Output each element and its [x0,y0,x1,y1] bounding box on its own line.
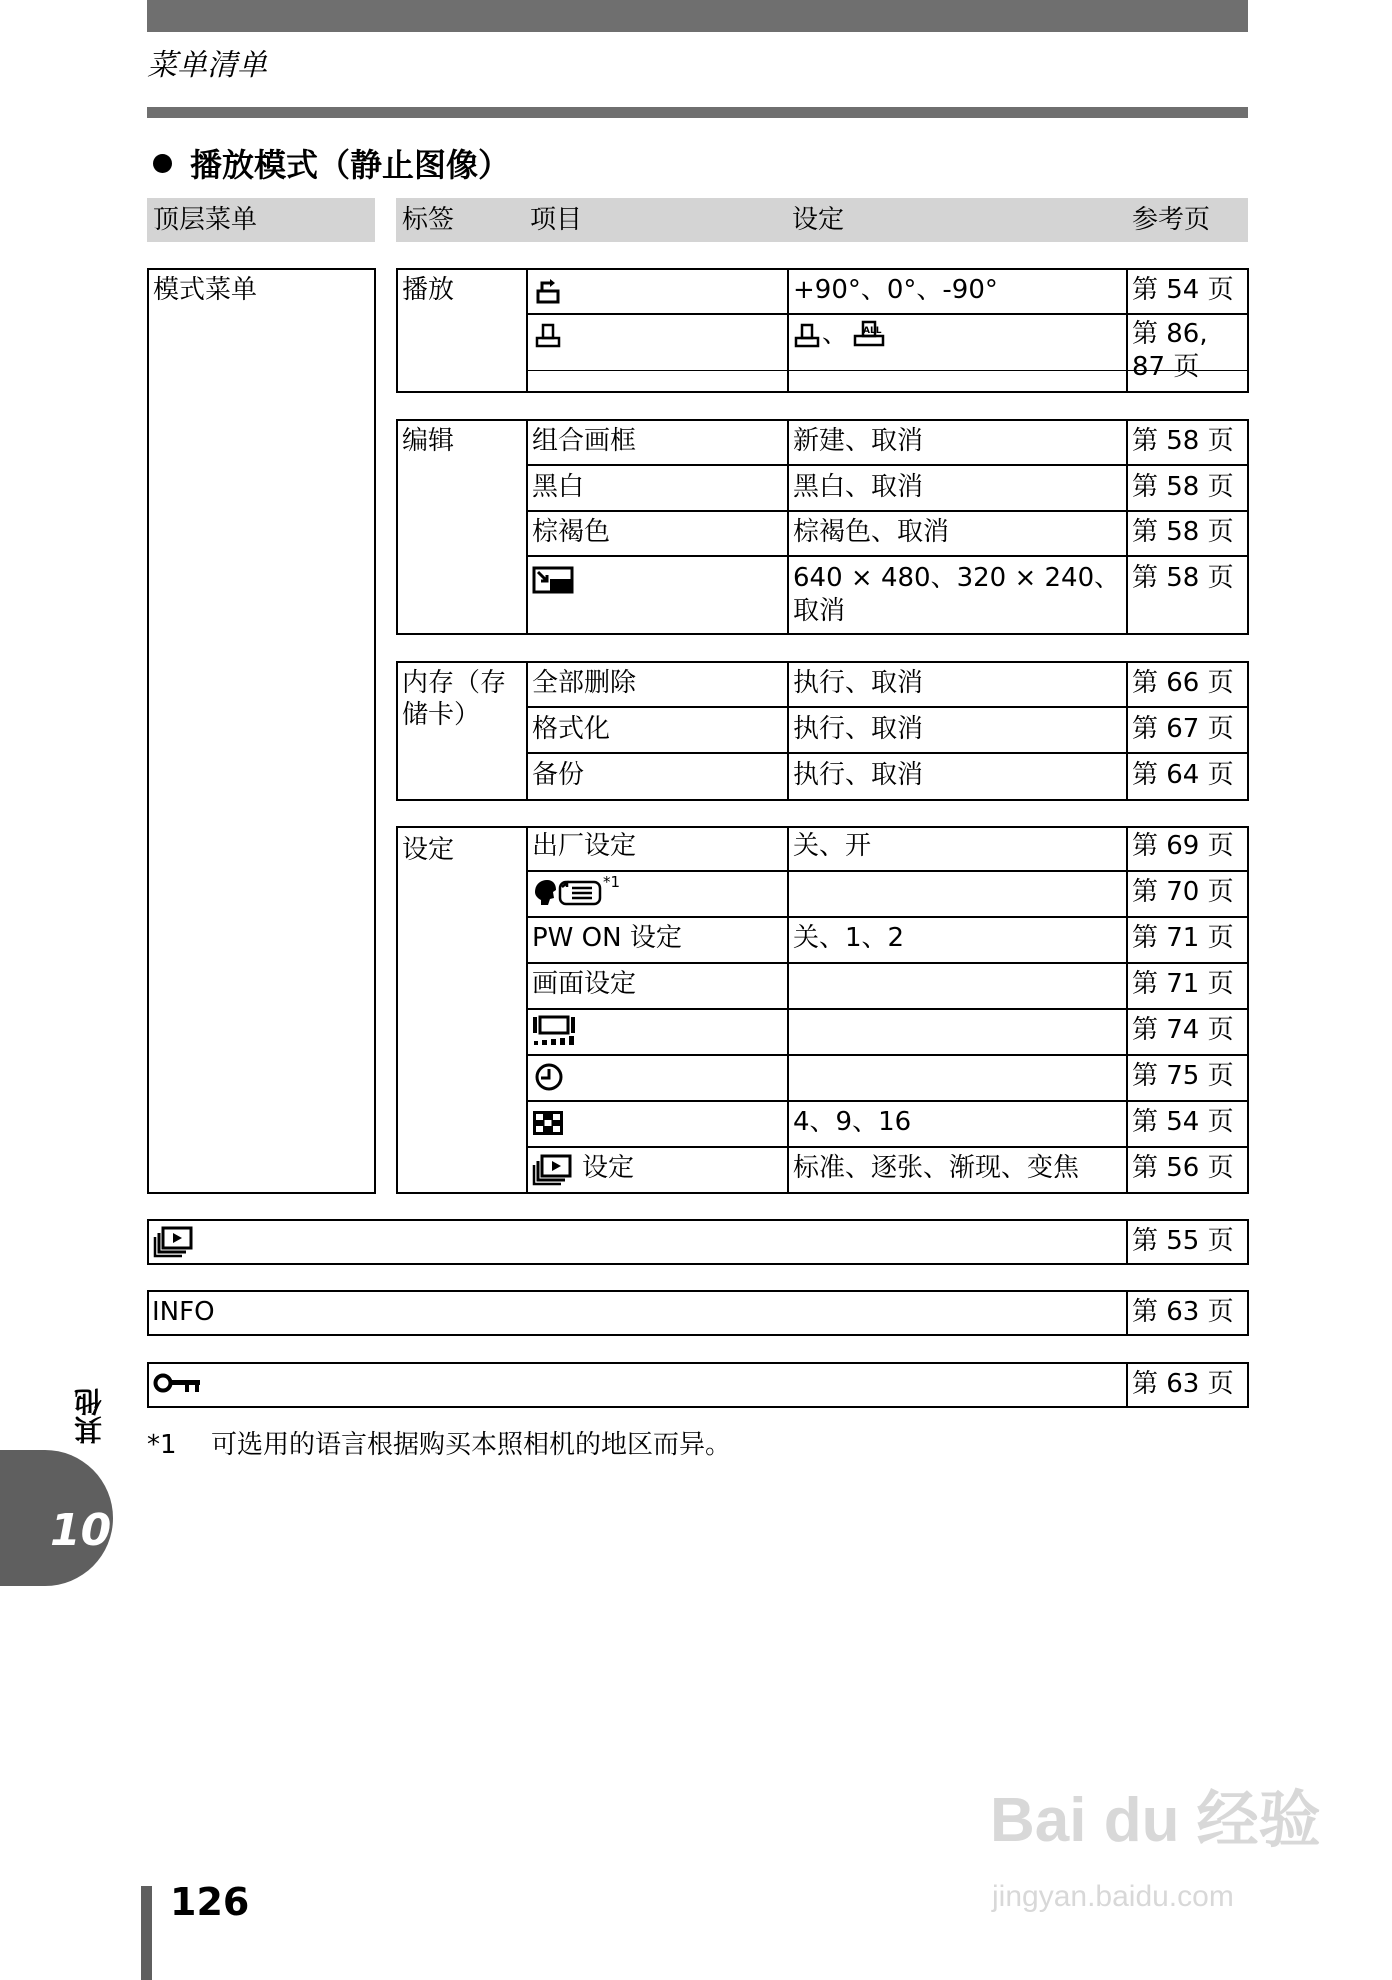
setup-ref: 第 71 页 [1132,923,1234,953]
tab-memory-line2: 储卡） [402,700,481,730]
header-rule [147,107,1248,118]
tab-edit: 编辑 [402,426,455,456]
setup-item: 设定 [582,1153,635,1183]
setup-ref: 第 54 页 [1132,1107,1234,1137]
setup-setting: 关、开 [793,831,872,861]
edit-item: 组合画框 [532,426,637,456]
language-icon [532,878,604,908]
setup-setting: 关、1、2 [793,923,905,953]
bottom-row-protect [147,1362,1249,1408]
bottom-row-ref: 第 63 页 [1132,1297,1234,1327]
memory-setting: 执行、取消 [793,760,924,790]
bottom-row-slideshow [147,1219,1249,1265]
edit-setting: 棕褐色、取消 [793,517,950,547]
print-all-icon [852,320,886,350]
print-single-icon [793,322,821,350]
bottom-row-info [147,1290,1249,1336]
resize-setting-line2: 取消 [793,596,846,626]
memory-ref: 第 66 页 [1132,668,1234,698]
print-ref-line2: 87 页 [1132,352,1200,382]
resize-ref: 第 58 页 [1132,563,1234,593]
edit-setting: 新建、取消 [793,426,924,456]
page-number: 126 [170,1880,250,1924]
column-tab: 标签 [402,205,455,235]
memory-item: 备份 [532,760,585,790]
edit-ref: 第 58 页 [1132,472,1234,502]
column-setting: 设定 [792,205,845,235]
svg-text:ALL: ALL [863,326,882,336]
footnote [147,1424,731,1461]
setup-ref: 第 70 页 [1132,877,1234,907]
slideshow-icon [532,1154,572,1186]
header-title: 菜单清单 [147,48,267,83]
slideshow-icon [153,1226,193,1258]
footnote-mark: *1 [147,1430,177,1460]
section-title [153,140,510,186]
top-bar [147,0,1248,32]
setup-item: 画面设定 [532,969,637,999]
setup-item: PW ON 设定 [532,923,682,953]
tab-setup: 设定 [402,835,455,865]
column-header-top-menu: 顶层菜单 [147,198,375,242]
page-number-bar [141,1886,152,1980]
memory-item: 格式化 [532,714,611,744]
monitor-brightness-icon [532,1015,576,1047]
chapter-number: 10 [50,1505,112,1556]
setup-ref: 第 74 页 [1132,1015,1234,1045]
tab-memory-line1: 内存（存 [402,668,507,698]
resize-icon [532,566,574,594]
print-order-icon [534,322,562,350]
info-label: INFO [152,1297,215,1327]
memory-setting: 执行、取消 [793,668,924,698]
setup-item: 出厂设定 [532,831,637,861]
footnote-ref: *1 [603,873,621,891]
print-ref-line1: 第 86, [1132,319,1208,349]
top-menu-label: 模式菜单 [153,275,258,305]
play-rotate-ref: 第 54 页 [1132,275,1234,305]
edit-setting: 黑白、取消 [793,472,924,502]
index-grid-icon [532,1110,564,1136]
memory-ref: 第 64 页 [1132,760,1234,790]
edit-ref: 第 58 页 [1132,426,1234,456]
edit-item: 棕褐色 [532,517,611,547]
bottom-row-ref: 第 63 页 [1132,1369,1234,1399]
column-item: 项目 [530,205,583,235]
watermark-url: jingyan.baidu.com [992,1880,1234,1913]
bullet-icon [153,154,172,173]
setup-ref: 第 71 页 [1132,969,1234,999]
play-rotate-setting: +90°、0°、-90° [793,275,998,305]
print-setting-separator: 、 [822,319,849,349]
section-title-text: 播放模式（静止图像） [190,146,511,184]
column-ref: 参考页 [1132,205,1211,235]
memory-item: 全部删除 [532,668,637,698]
memory-ref: 第 67 页 [1132,714,1234,744]
protect-key-icon [153,1372,203,1396]
resize-setting-line1: 640 × 480、320 × 240、 [793,563,1121,593]
top-menu-box [147,268,376,1194]
tab-play: 播放 [402,275,455,305]
bottom-row-ref: 第 55 页 [1132,1226,1234,1256]
memory-setting: 执行、取消 [793,714,924,744]
setup-ref: 第 69 页 [1132,831,1234,861]
setup-ref: 第 56 页 [1132,1153,1234,1183]
chapter-label: 其他 [73,1388,106,1444]
clock-icon [532,1062,566,1092]
footnote-text: 可选用的语言根据购买本照相机的地区而异。 [211,1430,732,1460]
setup-setting: 标准、逐张、渐现、变焦 [793,1153,1080,1183]
setup-ref: 第 75 页 [1132,1061,1234,1091]
edit-ref: 第 58 页 [1132,517,1234,547]
column-header-group [396,198,1248,242]
rotate-icon [534,278,562,306]
edit-item: 黑白 [532,472,585,502]
watermark-logo: Bai du 经验 [990,1786,1321,1855]
setup-setting: 4、9、16 [793,1107,912,1137]
